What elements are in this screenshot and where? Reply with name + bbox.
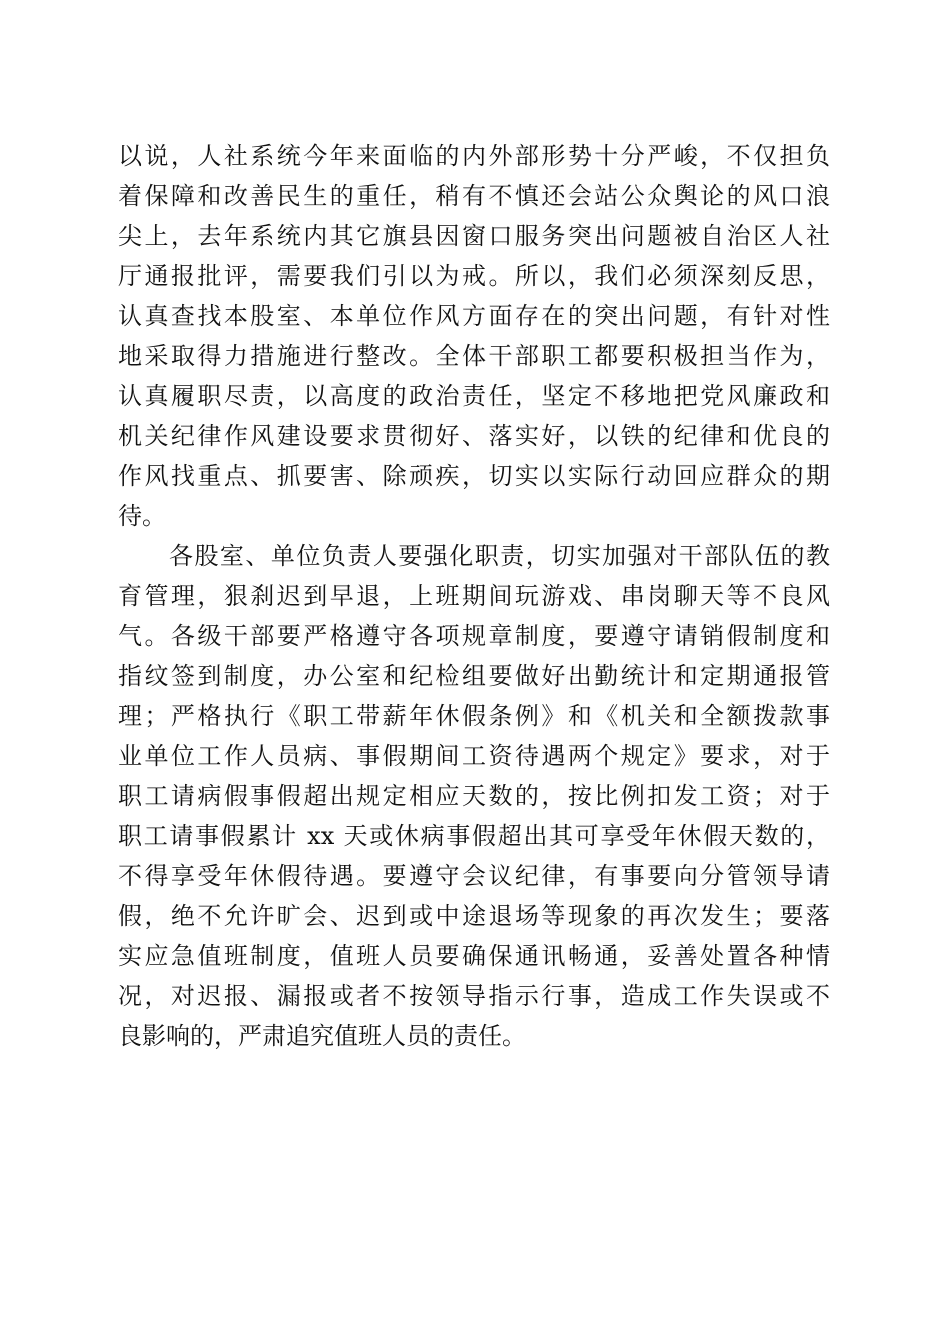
paragraph-line: 实应急值班制度，值班人员要确保通讯畅通，妥善处置各种情 (118, 942, 830, 970)
paragraph-line: 认真查找本股室、本单位作风方面存在的突出问题，有针对性 (118, 302, 830, 330)
paragraph-line: 机关纪律作风建设要求贯彻好、落实好，以铁的纪律和优良的 (118, 422, 830, 450)
paragraph-line: 地采取得力措施进行整改。全体干部职工都要积极担当作为， (118, 342, 830, 370)
paragraph-line: 况，对迟报、漏报或者不按领导指示行事，造成工作失误或不 (118, 982, 830, 1010)
paragraph-line: 育管理，狠刹迟到早退，上班期间玩游戏、串岗聊天等不良风 (118, 582, 830, 610)
paragraph-line: 厅通报批评，需要我们引以为戒。所以，我们必须深刻反思， (118, 262, 830, 290)
paragraph-line: 以说，人社系统今年来面临的内外部形势十分严峻，不仅担负 (118, 142, 830, 170)
paragraph-line: 良影响的，严肃追究值班人员的责任。 (118, 1022, 526, 1050)
paragraph-line: 作风找重点、抓要害、除顽疾，切实以实际行动回应群众的期 (118, 462, 830, 490)
paragraph-line: 待。 (118, 502, 166, 530)
paragraph-line: 理；严格执行《职工带薪年休假条例》和《机关和全额拨款事 (118, 702, 830, 730)
paragraph-line: 各股室、单位负责人要强化职责，切实加强对干部队伍的教 (118, 542, 830, 570)
paragraph-line: 尖上，去年系统内其它旗县因窗口服务突出问题被自治区人社 (118, 222, 830, 250)
paragraph-line: 职工请病假事假超出规定相应天数的，按比例扣发工资；对于 (118, 782, 830, 810)
paragraph-line: 假，绝不允许旷会、迟到或中途退场等现象的再次发生；要落 (118, 902, 830, 930)
paragraph-2 (118, 536, 830, 1056)
paragraph-line: 指纹签到制度，办公室和纪检组要做好出勤统计和定期通报管 (118, 662, 830, 690)
paragraph-line: 职工请事假累计 xx 天或休病事假超出其可享受年休假天数的， (118, 822, 830, 850)
paragraph-line: 认真履职尽责，以高度的政治责任，坚定不移地把党风廉政和 (118, 382, 830, 410)
paragraph-line: 着保障和改善民生的重任，稍有不慎还会站公众舆论的风口浪 (118, 182, 830, 210)
paragraph-line: 业单位工作人员病、事假期间工资待遇两个规定》要求，对于 (118, 742, 830, 770)
body-text (118, 136, 830, 1056)
paragraph-line: 气。各级干部要严格遵守各项规章制度，要遵守请销假制度和 (118, 622, 830, 650)
paragraph-1 (118, 136, 830, 536)
paragraph-line: 不得享受年休假待遇。要遵守会议纪律，有事要向分管领导请 (118, 862, 830, 890)
